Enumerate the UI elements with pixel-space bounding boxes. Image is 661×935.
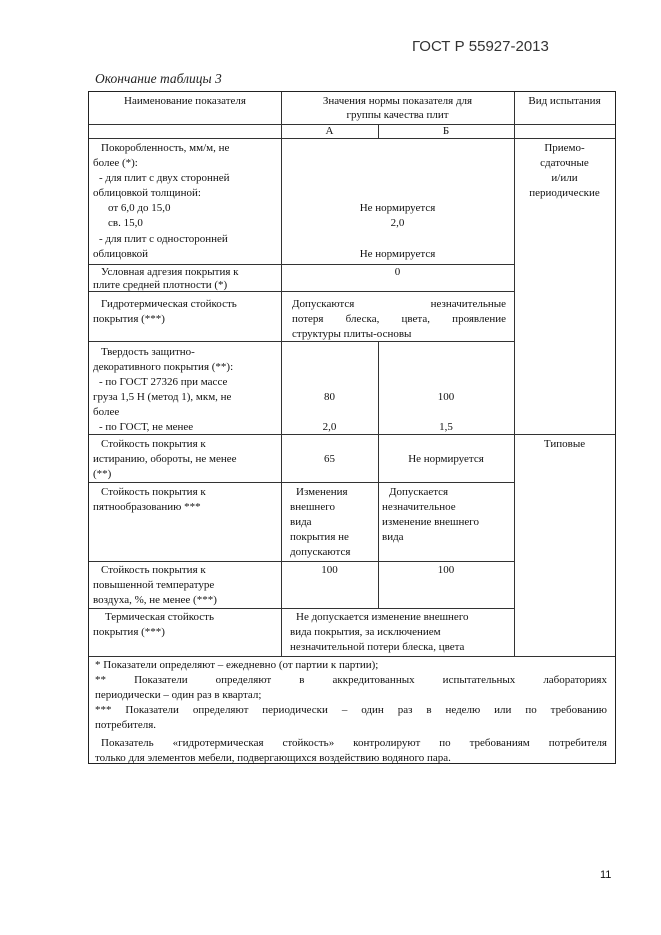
test-acceptance: и/или (551, 172, 578, 184)
col-header-group-a: А (325, 125, 334, 137)
cell-merged: 2,0 (390, 217, 405, 229)
quality-table (88, 91, 616, 764)
cell-merged: вида покрытия, за исключением (290, 626, 441, 638)
cell-merged: 0 (394, 266, 401, 278)
cell-merged: Не нормируется (359, 248, 436, 260)
table-note: Показатель «гидротермическая стойкость» контролируют по требованиям потребителя (101, 737, 607, 749)
document-code: ГОСТ Р 55927-2013 (412, 38, 549, 55)
cell-merged: потеря блеска, цвета, проявление (292, 313, 506, 325)
cell-a: вида (290, 516, 312, 528)
col-header-values-2: группы качества плит (346, 109, 449, 121)
row-name: Покоробленность, мм/м, не (101, 142, 230, 154)
cell-a: 2,0 (322, 421, 337, 433)
cell-a: Изменения (296, 486, 348, 498)
row-name: груза 1,5 Н (метод 1), мкм, не (93, 391, 232, 403)
cell-b: 1,5 (439, 421, 453, 433)
row-name: воздуха, %, не менее (***) (93, 594, 217, 606)
cell-a: внешнего (290, 501, 335, 513)
col-header-test: Вид испытания (528, 95, 601, 107)
table-note: * Показатели определяют – ежедневно (от партии к партии); (95, 659, 379, 671)
table-note: ** Показатели определяют в аккредитованных испытательных лабораториях (95, 674, 607, 686)
row-name: (**) (93, 468, 112, 480)
cell-a: покрытия не (290, 531, 349, 543)
row-name: Гидротермическая стойкость (101, 298, 237, 310)
grid-line (89, 608, 514, 609)
cell-b: изменение внешнего (382, 516, 480, 528)
row-name: истиранию, обороты, не менее (93, 453, 237, 465)
row-name: Условная адгезия покрытия к (101, 266, 239, 278)
test-acceptance: периодические (529, 187, 600, 199)
row-name: более (93, 406, 120, 418)
row-name: от 6,0 до 15,0 (108, 202, 171, 214)
row-name: св. 15,0 (108, 217, 143, 229)
row-name: покрытия (***) (93, 313, 165, 325)
row-name: пятнообразованию *** (93, 501, 201, 513)
table-note: *** Показатели определяют периодически – один раз в неделю или по требованию (95, 704, 607, 716)
table-note: только для элементов мебели, подвергающихся воздействию водяного пара. (95, 752, 451, 764)
cell-merged: Не нормируется (359, 202, 436, 214)
row-name: - по ГОСТ 27326 при массе (99, 376, 228, 388)
cell-b: вида (382, 531, 404, 543)
page-number: 11 (600, 869, 612, 881)
row-name: плите средней плотности (*) (93, 279, 228, 291)
row-name: декоративного покрытия (**): (93, 361, 234, 373)
cell-b: незначительное (382, 501, 456, 513)
col-header-group-b: Б (442, 125, 450, 137)
cell-a: 100 (321, 564, 338, 576)
row-name: Стойкость покрытия к (101, 564, 206, 576)
row-name: облицовкой (93, 248, 148, 260)
test-type: Типовые (543, 438, 586, 450)
cell-b: Допускается (389, 486, 449, 498)
row-name: Стойкость покрытия к (101, 438, 206, 450)
test-acceptance: сдаточные (540, 157, 589, 169)
cell-merged: Допускаются незначительные (292, 298, 506, 310)
row-name: более (*): (93, 157, 138, 169)
row-name: облицовкой толщиной: (93, 187, 201, 199)
cell-merged: структуры плиты-основы (292, 328, 412, 340)
table-caption: Окончание таблицы 3 (95, 71, 222, 86)
row-name: Стойкость покрытия к (101, 486, 206, 498)
grid-line (89, 482, 514, 483)
grid-line (89, 561, 514, 562)
row-name: покрытия (***) (93, 626, 165, 638)
row-name: - для плит с двух сторонней (99, 172, 230, 184)
cell-a: допускаются (290, 546, 351, 558)
row-name: повышенной температуре (93, 579, 215, 591)
cell-b: 100 (437, 564, 455, 576)
cell-a: 80 (324, 391, 335, 403)
row-name: Термическая стойкость (105, 611, 215, 623)
grid-line (89, 656, 615, 657)
cell-b: Не нормируется (408, 453, 484, 465)
col-header-name: Наименование показателя (124, 95, 246, 107)
table-note: потребителя. (95, 719, 157, 731)
cell-merged: Не допускается изменение внешнего (296, 611, 469, 623)
cell-merged: незначительной потери блеска, цвета (290, 641, 465, 653)
test-acceptance: Приемо- (544, 142, 585, 154)
row-name: - для плит с односторонней (99, 233, 228, 245)
col-header-values: Значения нормы показателя для (322, 95, 473, 107)
row-name: Твердость защитно- (101, 346, 195, 358)
table-note: периодически – один раз в квартал; (95, 689, 262, 701)
row-name: - по ГОСТ, не менее (99, 421, 194, 433)
cell-b: 100 (437, 391, 455, 403)
cell-a: 65 (324, 453, 335, 465)
